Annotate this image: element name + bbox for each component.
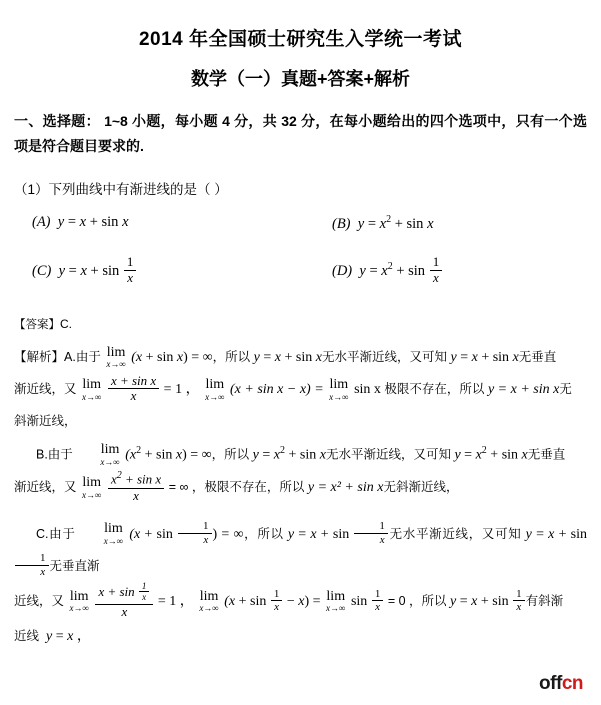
a1-mid: ，所以 bbox=[212, 350, 251, 364]
option-c-label: (C) bbox=[32, 262, 52, 279]
c3-pre: 近线 bbox=[14, 628, 40, 643]
option-d-label: (D) bbox=[332, 262, 353, 279]
logo-off: off bbox=[539, 673, 562, 694]
b2-expr: y = x² + sin x bbox=[307, 480, 384, 496]
document-title-line2: 数学（一）真题+答案+解析 bbox=[190, 69, 411, 89]
analysis-line-c2: 近线，又 lim x→∞ x + sin $\frac{1}{x}$ x = 1 ， lim x→∞ (x + sin $\frac{1}{x}$ − x) = lim x→∞ sin $\frac{1}{x}$ = 0 ，所以 y = x + sin $\frac{1}{x}$ 有斜渐 bbox=[14, 580, 564, 619]
option-b: (B) $y = x^2 + \sin x$ bbox=[332, 214, 434, 232]
a2-eq: = 1 ， bbox=[163, 382, 200, 398]
a1-tail: 无水平渐近线，又可知 bbox=[321, 350, 447, 364]
question-line bbox=[14, 178, 587, 198]
options-row-2 bbox=[14, 256, 587, 300]
section-heading: 一、选择题： 1~8 小题，每小题 4 分，共 32 分，在每小题给出的四个选项中，只有一个选项是符合题目要求的. bbox=[14, 113, 587, 154]
analysis-line-a3 bbox=[14, 406, 587, 438]
c2-end: 有斜渐 bbox=[525, 594, 564, 609]
watermark-logo bbox=[539, 673, 583, 695]
b2-pre: 渐近线，又 bbox=[14, 480, 77, 495]
a2-cn: 极限不存在，所以 bbox=[384, 382, 485, 397]
c2-pre: 近线，又 bbox=[14, 594, 65, 609]
a2-expr4: y = x + sin x bbox=[487, 382, 560, 398]
option-b-label: (B) bbox=[332, 215, 351, 232]
c2-eq: = 1 ， bbox=[157, 594, 194, 610]
document-title-line1: 2014 年全国硕士研究生入学统一考试 bbox=[138, 29, 463, 50]
c1-end: 无垂直渐 bbox=[49, 558, 100, 573]
answer-value: C. bbox=[60, 317, 72, 331]
b2-end: 无斜渐近线， bbox=[383, 480, 459, 495]
analysis-line-b2: 渐近线，又 lim x→∞ $\frac{x^2 + \sin x}{x}$ = ∞ ，极限不存在，所以 y = x² + sin x无斜渐近线， bbox=[14, 470, 459, 503]
c1-pre: C.由于 bbox=[36, 526, 76, 541]
analysis-line-b1: B.由于 lim x→∞ $(x^2 + \sin x)$ = ∞，所以 $y = x^2 + \sin x$无水平渐近线，又可知 $y = x^2 + \sin x$无垂直 bbox=[36, 441, 566, 467]
a2-pre: 渐近线，又 bbox=[14, 382, 77, 397]
a2-expr3: sin x bbox=[354, 382, 381, 398]
question-text: 下列曲线中有渐进线的是（ ） bbox=[48, 182, 228, 197]
analysis-line-c3: 近线 y = x ， bbox=[14, 628, 91, 644]
option-c: (C) y = x + sin $\frac{1}{x}$ bbox=[32, 256, 137, 287]
a2-end: 无 bbox=[559, 382, 572, 397]
b1-pre: B.由于 bbox=[36, 447, 73, 462]
analysis-line-c1: C.由于 lim x→∞ (x + sin $\frac{1}{x}$ ) = ∞，所以 y = x + sin $\frac{1}{x}$ 无水平渐近线，又可知 y = x + sin $\frac{1}{x}$ 无垂直渐 bbox=[14, 519, 587, 583]
options-row-1 bbox=[14, 214, 587, 248]
c1-mid: ，所以 bbox=[243, 526, 284, 541]
analysis-tag: 【解析】 bbox=[14, 350, 65, 364]
b2-eq: = ∞ ，极限不存在，所以 bbox=[168, 480, 305, 495]
analysis-line-a2: 渐近线，又 lim x→∞ $\frac{\text{x + sin x}}{x}$ = 1 ， lim x→∞ (x + sin x − x) = lim x→∞ sin x 极限不存在，所以 y = x + sin x无 bbox=[14, 372, 572, 404]
a1-end: 无垂直 bbox=[518, 350, 557, 364]
b1-mid: ，所以 bbox=[211, 447, 250, 462]
document-page bbox=[0, 24, 601, 705]
a3: 斜渐近线， bbox=[14, 414, 77, 429]
a1-pre: 由于 bbox=[75, 350, 101, 364]
limit-operator: lim x→∞ bbox=[106, 344, 126, 370]
option-a-label: (A) bbox=[32, 214, 51, 230]
question-number: （1） bbox=[14, 182, 49, 197]
analysis-lead: A. bbox=[64, 350, 76, 364]
b1-tail: 无水平渐近线，又可知 bbox=[325, 447, 451, 462]
option-a: (A) y = x + sin x bbox=[32, 214, 129, 230]
answer-tag: 【答案】 bbox=[14, 319, 60, 331]
analysis-line-a1: 【解析】A.由于 lim x→∞ (x + sin x) = ∞，所以 y = x + sin x无水平渐近线，又可知 y = x + sin x无垂直 bbox=[14, 344, 557, 370]
option-d: (D) $y = x^2 + \sin$ $\frac{1}{x}$ bbox=[332, 256, 443, 287]
a2-expr2: (x + sin x − x) = bbox=[230, 382, 324, 398]
logo-cn: cn bbox=[561, 673, 583, 694]
answer-line bbox=[14, 316, 587, 332]
c2-eq2: = 0 ，所以 bbox=[387, 594, 447, 609]
b1-end: 无垂直 bbox=[527, 447, 566, 462]
c1-tail: 无水平渐近线，又可知 bbox=[388, 526, 522, 541]
